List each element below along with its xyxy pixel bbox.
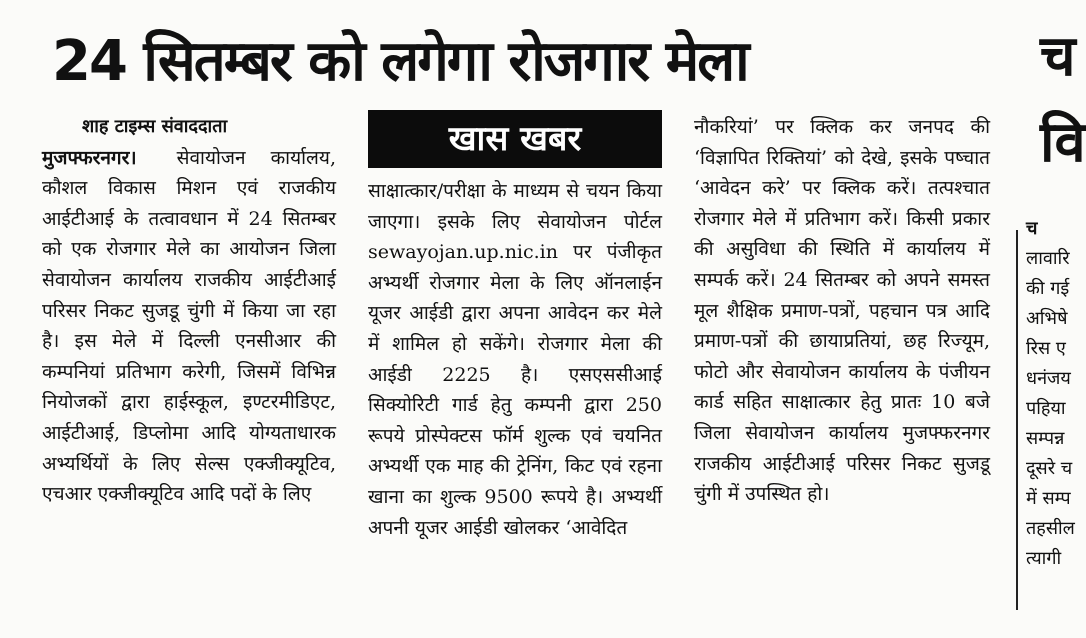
article-text-2: साक्षात्कार/परीक्षा के माध्यम से चयन किया जाएगा। इसके लिए सेवायोजन पोर्टल sewayojan.up.nic.in पर पंजीकृत अभ्यर्थी रोजगार मेला के लिए ऑनलाईन यूजर आईडी द्वारा अपना आवेदन कर मेले में शामिल हो सकेंगे। रोजगार मेला की आईडी 2225 है। एसएससीआई सिक्योरिटी गार्ड हेतु कम्पनी द्वारा 250 रूपये प्रोस्पेक्टस फॉर्म शुल्क एवं चयनित अभ्यर्थी एक माह की ट्रेनिंग, किट एवं रहना खाना का शुल्क 9500 रूपये है। अभ्यर्थी अपनी यूजर आईडी खोलकर ‘आवेदित [368,180,662,539]
adjacent-line: पहिया [1026,398,1066,419]
article-text-3: नौकरियां’ पर क्लिक कर जनपद की ‘विज्ञापित रिक्तियां’ को देखे, इसके पष्चात ‘आवेदन करे’ पर क्लिक करें। तत्पश्चात रोजगार मेले में प्रतिभाग करें। किसी प्रकार की असुविधा की स्थिति में कार्यालय में सम्पर्क करें। 24 सितम्बर को अपने समस्त मूल शैक्षिक प्रमाण-पत्रों, पहचान पत्र आदि प्रमाण-पत्रों की छायाप्रतियां, छह रिज्यूम, फोटो और सेवायोजन कार्यालय के पंजीयन कार्ड सहित साक्षात्कार हेतु प्रातः 10 बजे जिला सेवायोजन कार्यालय मुजफ्फरनगर राजकीय आईटीआई परिसर निकट सुजडू चुंगी में उपस्थित हो। [694,116,990,506]
article-column-3 [694,112,990,606]
adjacent-line: की गई [1026,278,1070,299]
headline: 24 सितम्बर को लगेगा रोजगार मेला [52,29,748,94]
adjacent-line: में सम्प [1026,488,1071,509]
adjacent-line: त्यागी [1026,548,1062,569]
article-text-1: सेवायोजन कार्यालय, कौशल विकास मिशन एवं राजकीय आईटीआई के तत्वावधान में 24 सितम्बर को एक रोजगार मेले का आयोजन जिला सेवायोजन कार्यालय राजकीय आईटीआई परिसर निकट सुजडू चुंगी में किया जा रहा है। इस मेले में दिल्ली एनसीआर की कम्पनियां प्रतिभाग करेगी, जिसमें विभिन्न नियोजकों द्वारा हाईस्कूल, इण्टरमीडिएट, आईटीआई, डिप्लोमा आदि योग्यताधारक अभ्यर्थियों के लिए सेल्स एक्जीक्यूटिव, एचआर एक्जीक्यूटिव आदि पदों के लिए [42,146,336,506]
section-kicker: खास खबर [368,110,662,168]
adjacent-line: लावारि [1026,248,1070,269]
dateline: मुजफ्फरनगर। [42,146,137,169]
article-column-2 [368,176,662,606]
adjacent-line: तहसील [1026,518,1075,539]
adjacent-article-text [1026,214,1080,574]
adjacent-headline-line-2: वि [1040,110,1086,175]
byline: शाह टाइम्स संवाददाता [82,116,228,137]
column-divider [1016,230,1018,610]
article-column-1 [42,112,336,606]
adjacent-line: सम्पन्न [1026,428,1065,449]
adjacent-line: रिस ए [1026,338,1066,359]
adjacent-line: दूसरे च [1026,458,1073,479]
article-paragraph-1 [42,143,336,510]
adjacent-article-headline [1040,14,1086,186]
adjacent-line: धनंजय [1026,368,1071,389]
adjacent-line: च [1026,218,1038,239]
adjacent-headline-line-1: च [1040,24,1076,89]
adjacent-line: अभिषे [1026,308,1068,329]
